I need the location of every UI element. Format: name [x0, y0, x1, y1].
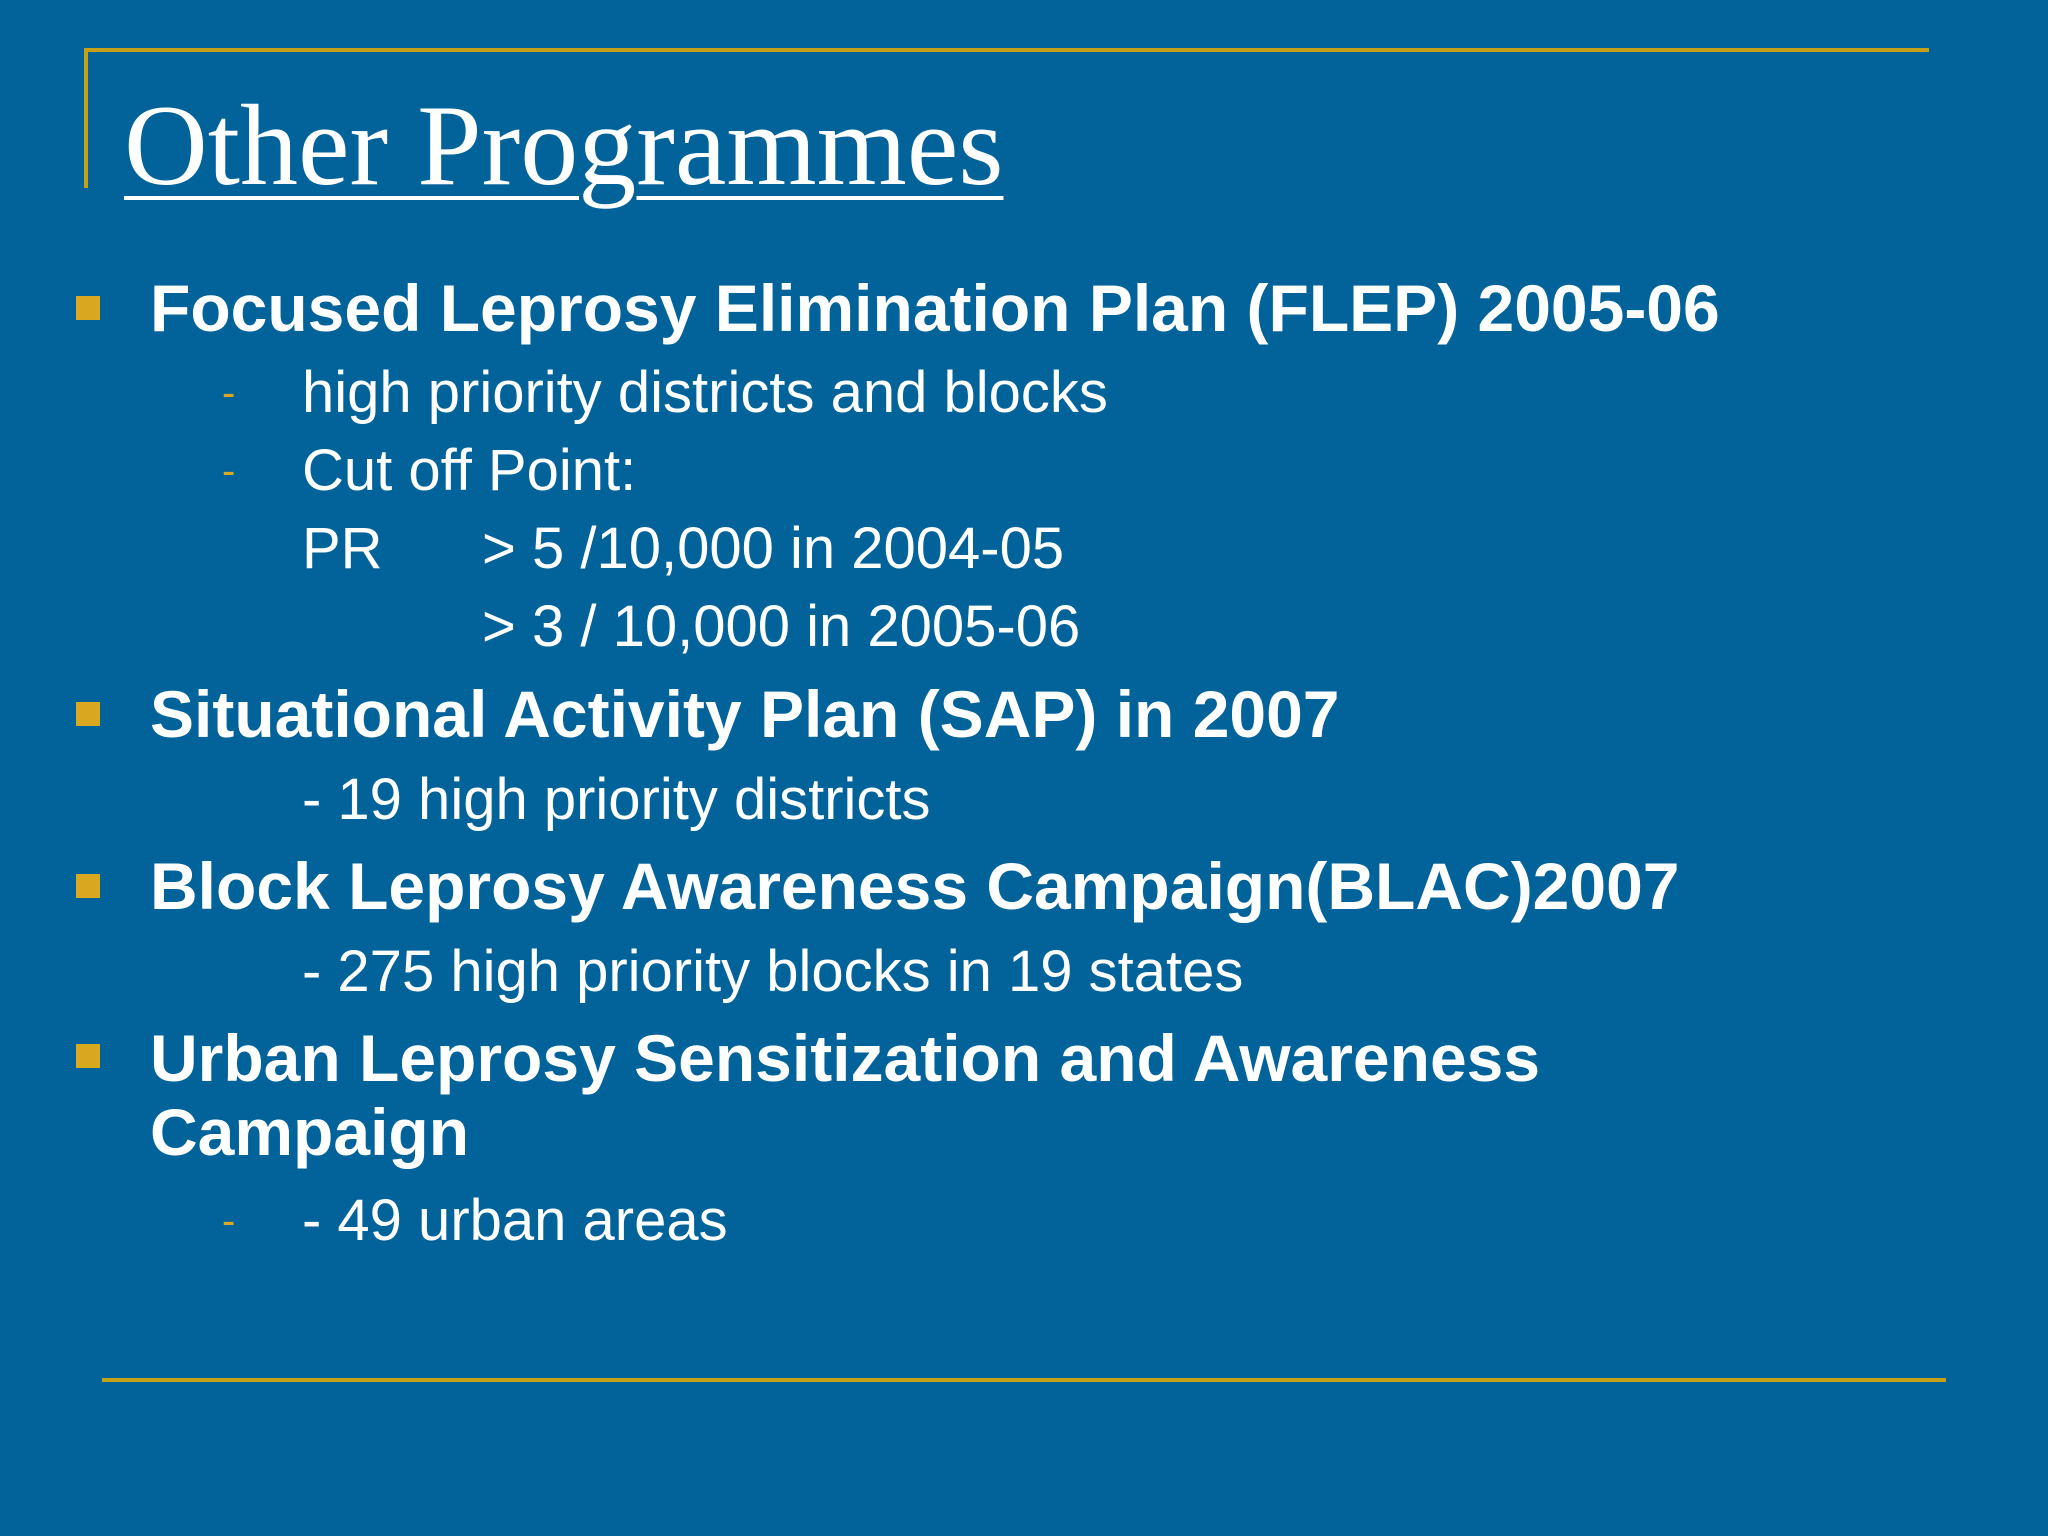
square-bullet-icon [76, 702, 100, 726]
bottom-rule [102, 1378, 1946, 1382]
sub-item-sap: - 19 high priority districts [302, 767, 931, 832]
sub-item-urban: - 49 urban areas [302, 1188, 728, 1253]
pr-value-2005: > 3 / 10,000 in 2005-06 [482, 594, 1081, 659]
pr-value-2004: > 5 /10,000 in 2004-05 [482, 516, 1065, 581]
dash-bullet-icon: - [222, 1199, 236, 1243]
left-rule [84, 48, 88, 188]
item-heading-urban-line2: Campaign [150, 1095, 470, 1169]
item-heading-urban-line1: Urban Leprosy Sensitization and Awareness [150, 1021, 1541, 1095]
sub-item-cut-off: Cut off Point: [302, 438, 637, 503]
item-heading-sap: Situational Activity Plan (SAP) in 2007 [150, 677, 1340, 751]
sub-item-blac: - 275 high priority blocks in 19 states [302, 939, 1244, 1004]
sub-item-high-priority: high priority districts and blocks [302, 360, 1108, 425]
item-heading-flep: Focused Leprosy Elimination Plan (FLEP) 2005-06 [150, 271, 1720, 345]
dash-bullet-icon: - [222, 449, 236, 493]
square-bullet-icon [76, 1044, 100, 1068]
square-bullet-icon [76, 296, 100, 320]
square-bullet-icon [76, 874, 100, 898]
slide-title: Other Programmes [124, 82, 1004, 210]
dash-bullet-icon: - [222, 371, 236, 415]
pr-label: PR [302, 516, 383, 581]
top-rule [84, 48, 1929, 52]
item-heading-blac: Block Leprosy Awareness Campaign(BLAC)2007 [150, 849, 1680, 923]
